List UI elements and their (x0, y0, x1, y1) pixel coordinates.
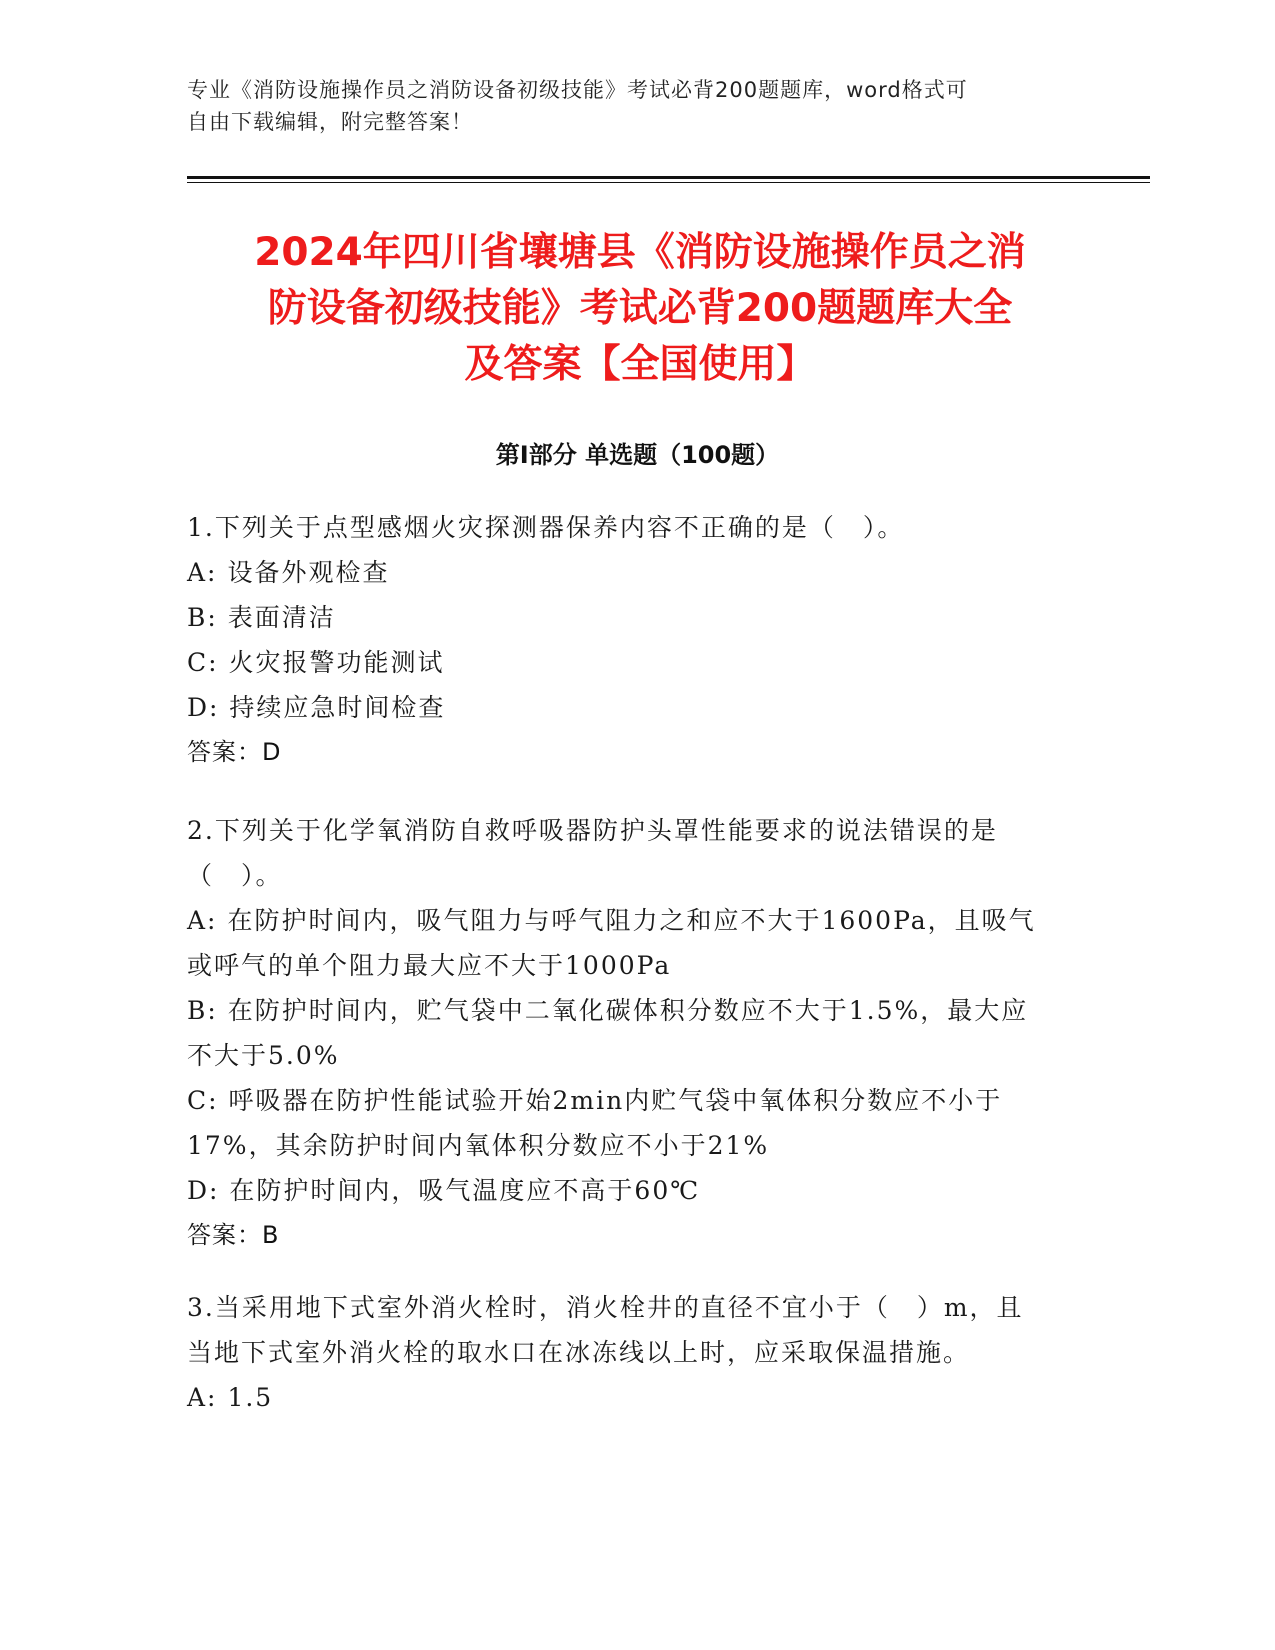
answer: 答案：D (187, 738, 282, 766)
question-stem-line-1: 3.当采用地下式室外消火栓时，消火栓井的直径不宜小于（ ）m，且 (187, 1293, 1024, 1322)
option-text: 呼吸器在防护性能试验开始2min内贮气袋中氧体积分数应不小于 (228, 1086, 1003, 1115)
option-text: 持续应急时间检查 (229, 693, 446, 722)
question-stem: 1.下列关于点型感烟火灾探测器保养内容不正确的是（ ）。 (187, 513, 905, 542)
answer: 答案：B (187, 1221, 280, 1249)
option-c (187, 1078, 1077, 1123)
option-key: B: (187, 603, 218, 632)
option-text: 火灾报警功能测试 (228, 648, 445, 677)
option-c-continued: 17%，其余防护时间内氧体积分数应不小于21% (187, 1131, 770, 1160)
option-key: D: (187, 693, 220, 722)
title-line-1: 2024年四川省壤塘县《消防设施操作员之消 (254, 230, 1026, 275)
option-key: B: (187, 996, 218, 1025)
title-line-3: 及答案【全国使用】 (464, 342, 816, 387)
header-note-line-1: 专业《消防设施操作员之消防设备初级技能》考试必背200题题库，word格式可 (187, 78, 968, 102)
title-line-2: 防设备初级技能》考试必背200题题库大全 (267, 286, 1013, 331)
question-stem-line-2: 当地下式室外消火栓的取水口在冰冻线以上时，应采取保温措施。 (187, 1338, 971, 1367)
option-key: C: (187, 1086, 219, 1115)
document-title (190, 225, 1090, 393)
option-a-continued: 或呼气的单个阻力最大应不大于1000Pa (187, 951, 672, 980)
question-1 (187, 505, 1077, 775)
option-d (187, 685, 1077, 730)
question-stem-line-1: 2.下列关于化学氧消防自救呼吸器防护头罩性能要求的说法错误的是 (187, 816, 998, 845)
option-key: A: (187, 558, 218, 587)
option-key: A: (187, 906, 218, 935)
option-key: D: (187, 1176, 220, 1205)
option-text: 在防护时间内，贮气袋中二氧化碳体积分数应不大于1.5%，最大应 (227, 996, 1029, 1025)
option-text: 在防护时间内，吸气阻力与呼气阻力之和应不大于1600Pa，且吸气 (227, 906, 1036, 935)
question-2 (187, 808, 1077, 1258)
option-text: 设备外观检查 (227, 558, 390, 587)
option-key: C: (187, 648, 219, 677)
section-heading: 第Ⅰ部分 单选题（100题） (495, 441, 780, 469)
option-a (187, 1375, 1077, 1420)
option-a (187, 898, 1077, 943)
header-note (187, 74, 1067, 138)
option-c (187, 640, 1077, 685)
option-key: A: (187, 1383, 218, 1412)
question-stem-line-2: （ ）。 (187, 861, 283, 890)
option-text: 1.5 (227, 1383, 274, 1412)
option-d (187, 1168, 1077, 1213)
option-text: 在防护时间内，吸气温度应不高于60℃ (229, 1176, 701, 1205)
option-b (187, 595, 1077, 640)
header-rule-thin (187, 182, 1150, 183)
option-a (187, 550, 1077, 595)
header-rule-thick (187, 176, 1150, 179)
option-b (187, 988, 1077, 1033)
option-b-continued: 不大于5.0% (187, 1041, 340, 1070)
question-3 (187, 1285, 1077, 1420)
option-text: 表面清洁 (227, 603, 336, 632)
header-note-line-2: 自由下载编辑，附完整答案！ (187, 110, 473, 134)
